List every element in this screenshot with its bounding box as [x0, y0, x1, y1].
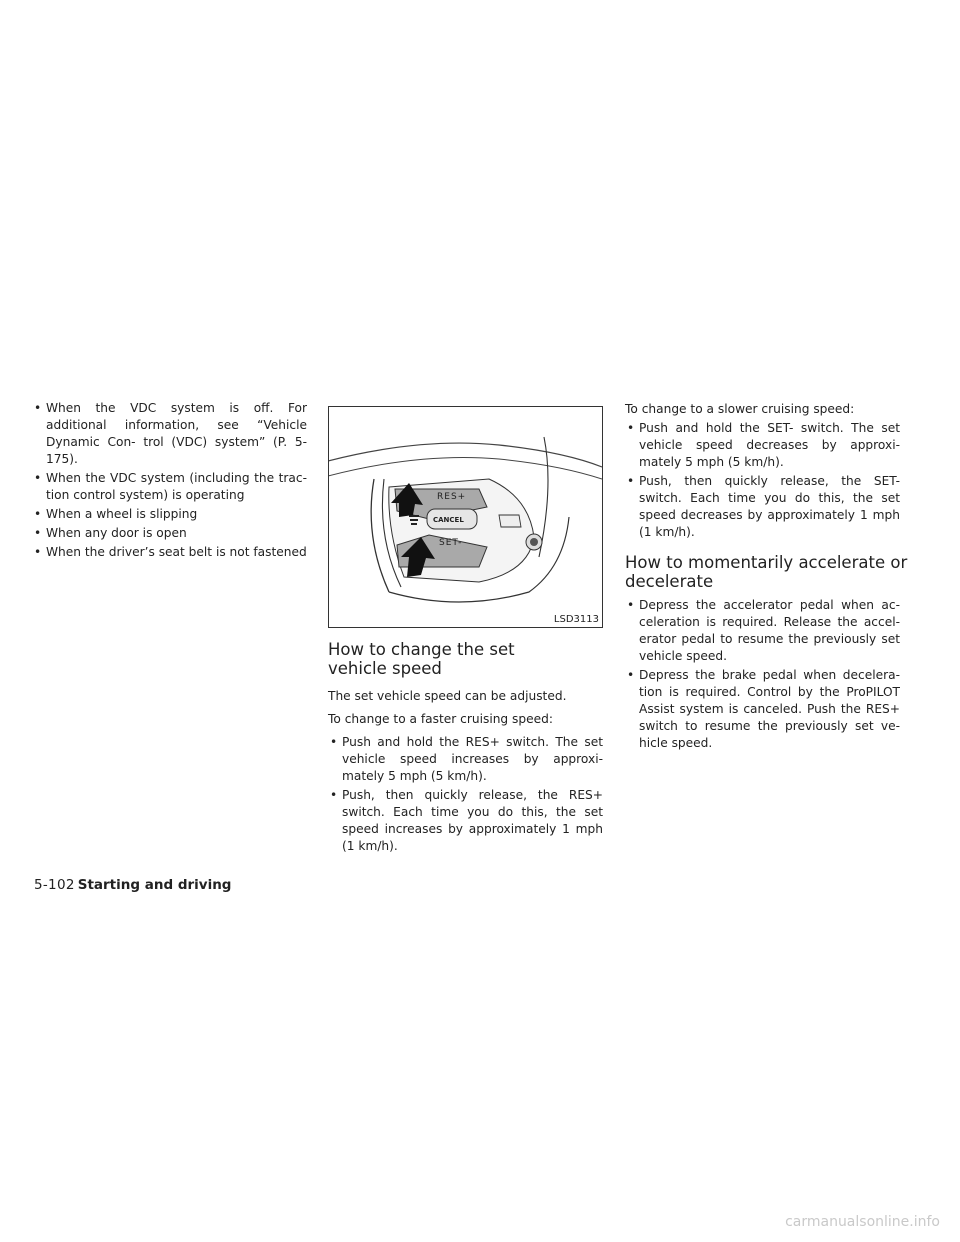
cancel-button-label: CANCEL [433, 516, 464, 524]
watermark: carmanualsonline.info [785, 1214, 940, 1230]
middle-column [328, 399, 603, 857]
figure-label: LSD3113 [553, 614, 599, 625]
steering-switch-illustration [329, 407, 602, 627]
list-item: • When any door is open [32, 525, 307, 542]
section-heading: How to change the set vehicle speed [328, 640, 515, 678]
steering-switch-figure [328, 406, 603, 628]
list-item: • Push and hold the RES+ switch. The set vehicle speed increases by approxi- mately 5 mph (5 km/h). [328, 734, 603, 785]
section-title: Starting and driving [77, 877, 232, 893]
section-heading: How to momentarily accelerate or decelerate [625, 553, 908, 591]
list-item: • Push, then quickly release, the SET- switch. Each time you do this, the set speed decreases by approximately 1 mph (1 km/h). [625, 473, 900, 541]
accelerate-list [625, 597, 900, 752]
set-button-label: SET- [439, 538, 463, 548]
page-number: 5-102 [34, 877, 75, 893]
list-item: • Push, then quickly release, the RES+ switch. Each time you do this, the set speed increases by approximately 1 mph (1 km/h). [328, 787, 603, 855]
list-item: • Push and hold the SET- switch. The set vehicle speed decreases by approxi- mately 5 mph (5 km/h). [625, 420, 900, 471]
page-footer [34, 877, 231, 893]
right-column [625, 401, 915, 754]
list-item: • When the VDC system (including the trac- tion control system) is operating [32, 470, 307, 504]
res-button-label: RES+ [437, 492, 467, 502]
left-column [32, 400, 307, 563]
faster-label: To change to a faster cruising speed: [328, 712, 553, 726]
list-item: • Depress the brake pedal when decelera- tion is required. Control by the ProPILOT Assist system is canceled. Push the RES+ switch to resume the previously set ve- hicle speed. [625, 667, 900, 752]
condition-list [32, 400, 307, 561]
intro-text: The set vehicle speed can be adjusted. [328, 689, 567, 703]
list-item: • When the driver’s seat belt is not fastened [32, 544, 307, 561]
list-item: • When the VDC system is off. For additional information, see “Vehicle Dynamic Con- trol (VDC) system” (P. 5-175). [32, 400, 307, 468]
list-item: • When a wheel is slipping [32, 506, 307, 523]
faster-list [328, 734, 603, 855]
list-item: • Depress the accelerator pedal when ac- celeration is required. Release the accel- erator pedal to resume the previously set vehicle speed. [625, 597, 900, 665]
slower-list [625, 420, 900, 541]
slower-label: To change to a slower cruising speed: [625, 402, 855, 416]
